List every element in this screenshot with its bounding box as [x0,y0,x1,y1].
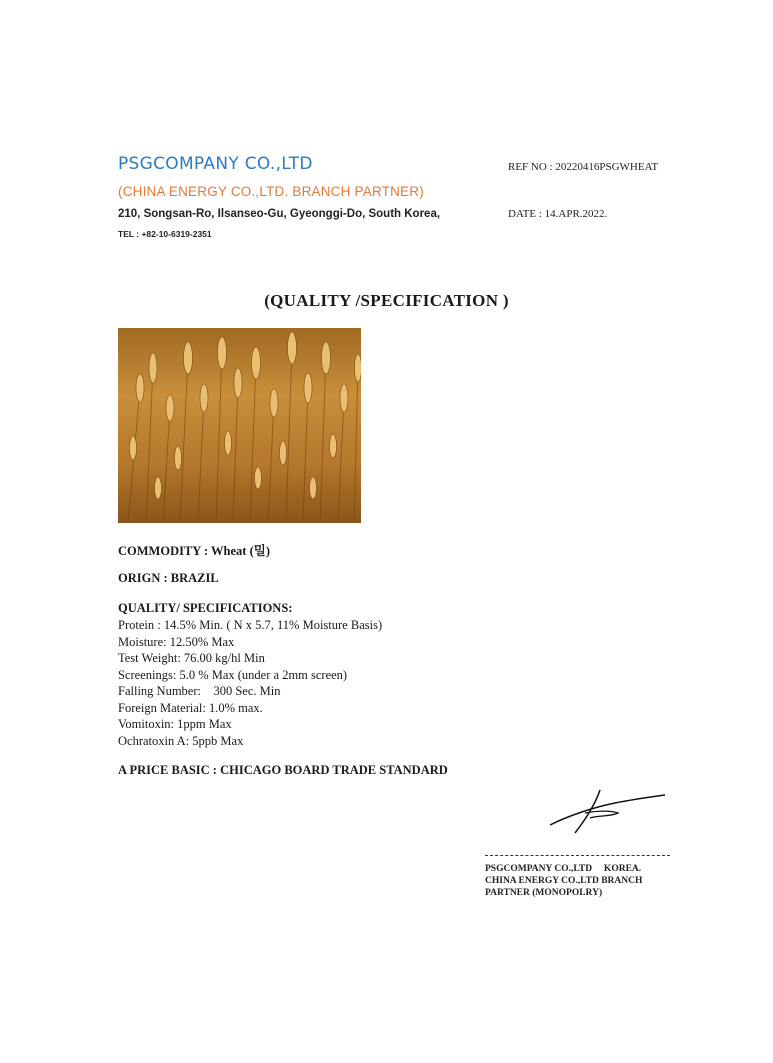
spec-item-vomitoxin: Vomitoxin: 1ppm Max [118,717,232,731]
signature-line [485,855,670,856]
branch-partner: (CHINA ENERGY CO.,LTD. BRANCH PARTNER) [118,184,424,199]
company-address: 210, Songsan-Ro, Ilsanseo-Gu, Gyeonggi-Do, South Korea, [118,208,441,220]
spec-item-moisture: Moisture: 12.50% Max [118,634,235,649]
specs-heading: QUALITY/ SPECIFICATIONS: [118,601,293,615]
wheat-field-photo [118,328,361,523]
spec-item-screenings: Screenings: 5.0 % Max (under a 2mm screen) [118,667,348,682]
origin-line: ORIGN : BRAZIL [118,571,219,585]
price-basic-line: A PRICE BASIC : CHICAGO BOARD TRADE STANDARD [118,763,448,777]
page-title: (QUALITY /SPECIFICATION ) [264,291,509,310]
spec-item-falling-number: Falling Number: 300 Sec. Min [118,684,281,698]
spec-item-foreign-material: Foreign Material: 1.0% max. [118,700,263,715]
company-tel: TEL : +82-10-6319-2351 [118,229,212,239]
company-name: PSGCOMPANY CO.,LTD [118,154,313,174]
signatory-line-3: PARTNER (MONOPOLRY) [485,888,603,898]
spec-item-ochratoxin: Ochratoxin A: 5ppb Max [118,733,244,748]
signatory-line-2: CHINA ENERGY CO.,LTD BRANCH [485,876,643,886]
spec-item-test-weight: Test Weight: 76.00 kg/hl Min [118,651,265,665]
signatory-line-1: PSGCOMPANY CO.,LTD KOREA. [485,864,642,874]
signatory-block [485,863,642,899]
spec-list [118,617,382,749]
reference-number: REF NO : 20220416PSGWHEAT [508,161,659,173]
signature [540,785,670,840]
document-date: DATE : 14.APR.2022. [508,208,608,220]
spec-item-protein: Protein : 14.5% Min. ( N x 5.7, 11% Moisture Basis) [118,618,383,632]
commodity-line: COMMODITY : Wheat (밀) [118,544,270,558]
